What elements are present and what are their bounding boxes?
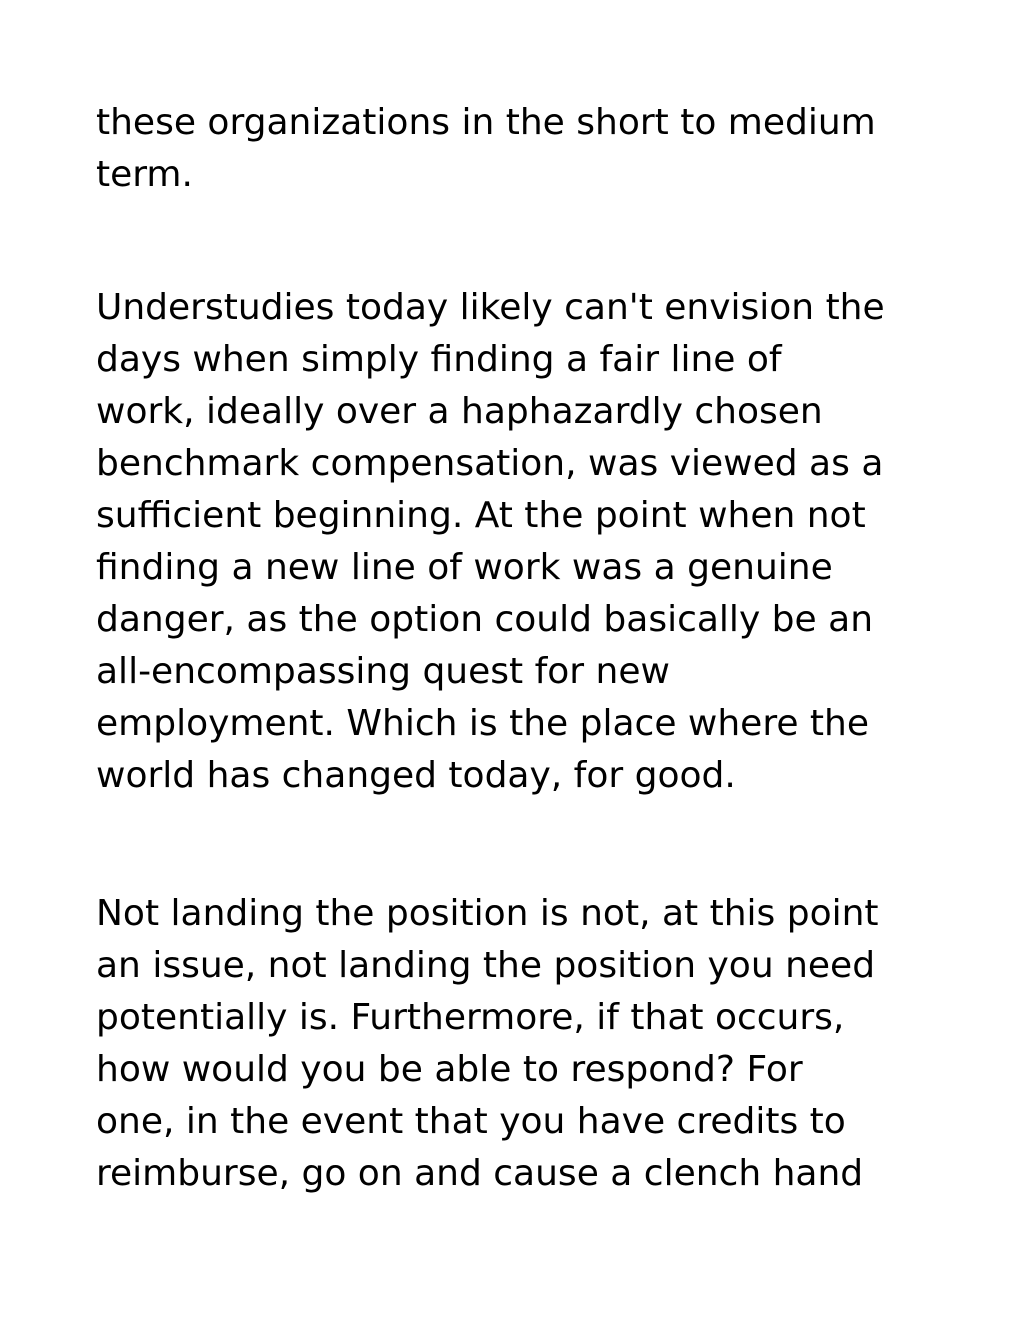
text-line: Not landing the position is not, at this point	[96, 893, 879, 934]
text-line: all-encompassing quest for new	[96, 651, 670, 692]
text-line: employment. Which is the place where the	[96, 703, 870, 744]
text-line: days when simply finding a fair line of	[96, 339, 782, 380]
text-line: term.	[96, 154, 193, 195]
text-line: potentially is. Furthermore, if that occurs,	[96, 997, 845, 1038]
text-line: finding a new line of work was a genuine	[96, 547, 833, 588]
text-line: danger, as the option could basically be an	[96, 599, 874, 640]
text-line: one, in the event that you have credits to	[96, 1101, 846, 1142]
text-line: how would you be able to respond? For	[96, 1049, 803, 1090]
text-line: Understudies today likely can't envision the	[96, 287, 885, 328]
text-line: work, ideally over a haphazardly chosen	[96, 391, 823, 432]
text-line: an issue, not landing the position you need	[96, 945, 876, 986]
text-line: benchmark compensation, was viewed as a	[96, 443, 884, 484]
text-line: these organizations in the short to medium	[96, 102, 876, 143]
text-line: sufficient beginning. At the point when not	[96, 495, 866, 536]
text-line: world has changed today, for good.	[96, 755, 736, 796]
text-line: reimburse, go on and cause a clench hand	[96, 1153, 864, 1194]
